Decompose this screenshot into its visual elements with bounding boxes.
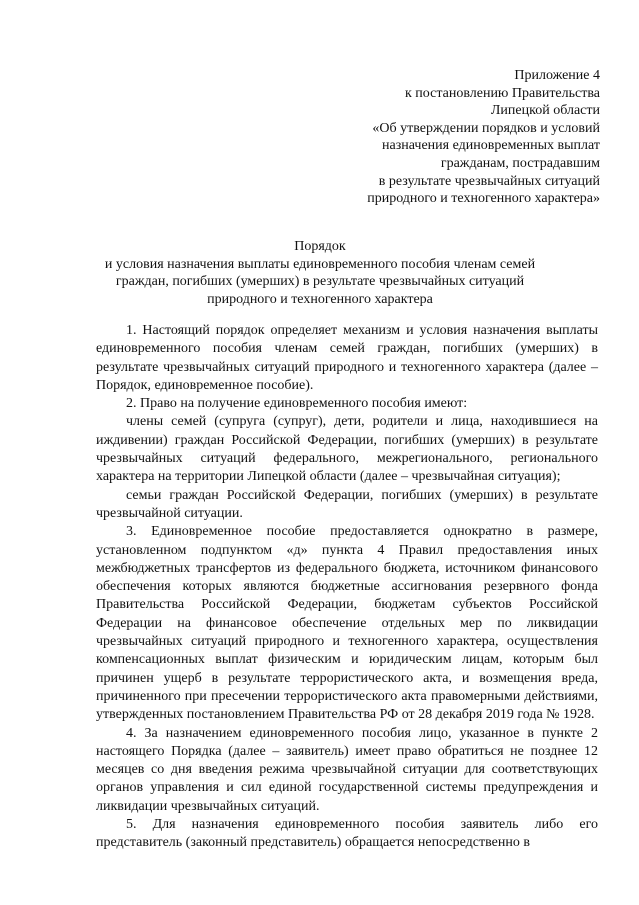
appendix-line: природного и техногенного характера» [367,191,600,207]
document-title [60,238,580,308]
appendix-header [270,67,600,208]
appendix-line: к постановлению Правительства [404,85,600,101]
paragraph: 2. Право на получение единовременного пособия имеют: [126,396,468,412]
title-line: природного и техногенного характера [207,291,433,307]
appendix-line: гражданам, пострадавшим [440,155,600,171]
paragraph: 1. Настоящий порядок определяет механизм и условия назначения выплаты единовременного пособия членам семей граждан, погибших (умерших) в результате чрезвычайных ситуаций природного и техногенного характера (далее – Порядок, единовременное пособие). [96,323,598,393]
document-body [96,322,598,853]
title-line: граждан, погибших (умерших) в результате чрезвычайных ситуаций [115,274,525,290]
title-line: и условия назначения выплаты единовременного пособия членам семей [104,256,536,272]
paragraph: 5. Для назначения единовременного пособия заявитель либо его представитель (законный представитель) обращается непосредственно в [96,817,598,851]
title-line: Порядок [294,239,346,254]
paragraph: члены семей (супруга (супруг), дети, родители и лица, находившиеся на иждивении) граждан Российской Федерации, погибших (умерших) в результате чрезвычайных ситуаций федерального, межрегионального, регионального характера на территории Липецкой области (далее – чрезвычайная ситуация); [96,414,598,485]
appendix-line: Липецкой области [490,103,600,119]
paragraph: 4. За назначением единовременного пособия лицо, указанное в пункте 2 настоящего Порядка (далее – заявитель) имеет право обратиться не позднее 12 месяцев со дня введения режима чрезвычайной ситуации для соответствующих органов управления и сил единой государственной системы предупреждения и ликвидации чрезвычайных ситуаций. [96,725,598,814]
appendix-line: назначения единовременных выплат [382,138,600,154]
appendix-line: в результате чрезвычайных ситуаций [378,173,600,189]
appendix-line: Приложение 4 [514,68,600,83]
paragraph: семьи граждан Российской Федерации, погибших (умерших) в результате чрезвычайной ситуации. [96,487,598,521]
appendix-line: «Об утверждении порядков и условий [372,120,600,136]
paragraph: 3. Единовременное пособие предоставляется однократно в размере, установленном подпунктом «д» пункта 4 Правил предоставления иных межбюджетных трансфертов из федерального бюджета, источником финансового обеспечения которых являются бюджетные ассигнования резервного фонда Правительства Российской Федерации, бюджетам субъектов Российской Федерации на финансовое обеспечение отдельных мер по ликвидации чрезвычайных ситуаций природного и техногенного характера, осуществления компенсационных выплат физическим и юридическим лицам, которым был причинен ущерб в результате террористического акта, и возмещения вреда, причиненного при пресечении террористического акта правомерными действиями, утвержденных постановлением Правительства РФ от 28 декабря 2019 года № 1928. [96,524,598,723]
